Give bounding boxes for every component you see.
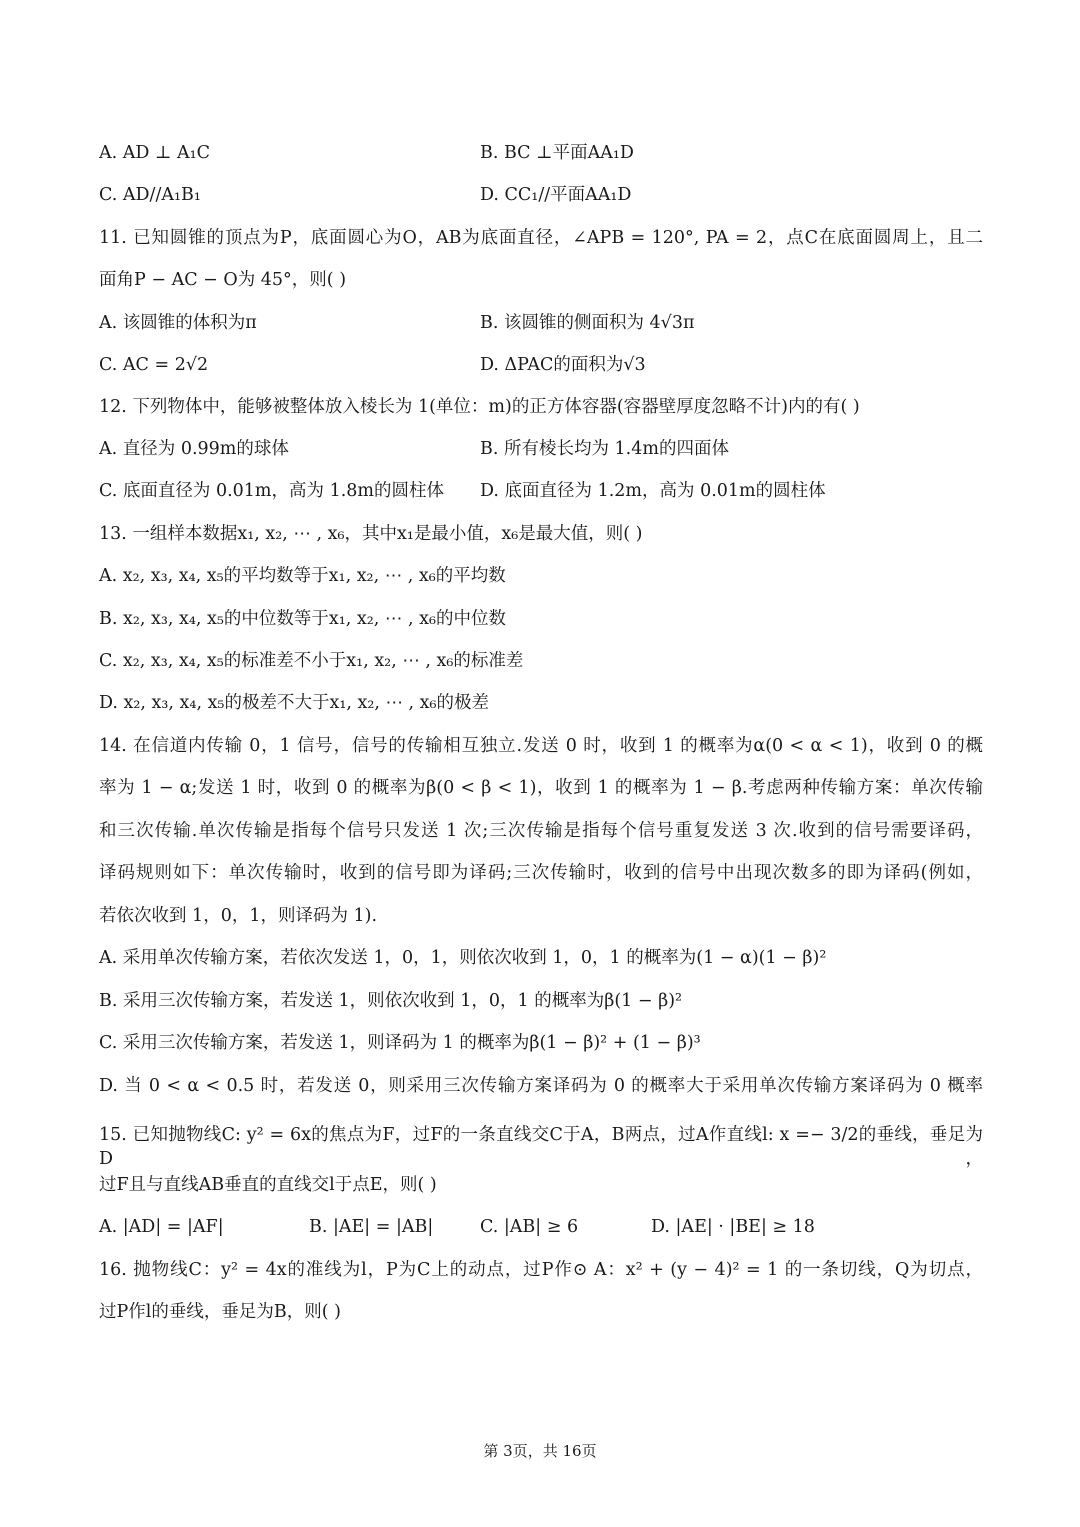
q15-option-b: B. |AE| = |AB| <box>309 1217 434 1237</box>
q11-option-d: D. ΔPAC的面积为√3 <box>480 355 646 375</box>
page-number-footer: 第 3页，共 16页 <box>483 1442 597 1460</box>
q14-stem-line-4: 译码规则如下：单次传输时，收到的信号即为译码;三次传输时，收到的信号中出现次数多的即为译码(例如， <box>99 863 983 883</box>
q11-stem-line-1: 11. 已知圆锥的顶点为P，底面圆心为O，AB为底面直径，∠APB = 120°, PA = 2，点C在底面圆周上，且二 <box>99 228 983 248</box>
q15-option-d: D. |AE| · |BE| ≥ 18 <box>651 1217 815 1237</box>
q12-option-a: A. 直径为 0.99m的球体 <box>99 439 289 459</box>
q14-option-d: D. 当 0 < α < 0.5 时，若发送 0，则采用三次传输方案译码为 0 的概率大于采用单次传输方案译码为 0 概率 <box>99 1076 983 1096</box>
q10-option-b: B. BC ⊥平面AA₁D <box>480 143 634 163</box>
q14-option-b: B. 采用三次传输方案，若发送 1，则依次收到 1，0，1 的概率为β(1 − β)² <box>99 991 683 1011</box>
q12-option-c: C. 底面直径为 0.01m，高为 1.8m的圆柱体 <box>99 481 445 501</box>
q12-option-b: B. 所有棱长均为 1.4m的四面体 <box>480 439 729 459</box>
q11-option-c: C. AC = 2√2 <box>99 355 209 375</box>
q15-option-c: C. |AB| ≥ 6 <box>480 1217 579 1237</box>
q16-stem-line-2: 过P作l的垂线，垂足为B，则( ) <box>99 1302 341 1322</box>
q14-stem-line-3: 和三次传输.单次传输是指每个信号只发送 1 次;三次传输是指每个信号重复发送 3 次.收到的信号需要译码， <box>99 821 983 841</box>
q10-option-a: A. AD ⊥ A₁C <box>99 143 211 163</box>
q14-option-a: A. 采用单次传输方案，若依次发送 1，0，1，则依次收到 1，0，1 的概率为(1 − α)(1 − β)² <box>99 948 827 968</box>
q11-option-a: A. 该圆锥的体积为π <box>99 313 257 333</box>
q11-stem-line-2: 面角P − AC − O为 45°，则( ) <box>99 270 347 290</box>
q16-stem-line-1: 16. 抛物线C：y² = 4x的准线为l，P为C上的动点，过P作⊙ A：x² + (y − 4)² = 1 的一条切线，Q为切点， <box>99 1260 983 1280</box>
q15-stem-line-2: 过F且与直线AB垂直的直线交l于点E，则( ) <box>99 1175 437 1195</box>
q15-option-a: A. |AD| = |AF| <box>99 1217 224 1237</box>
q11-option-b: B. 该圆锥的侧面积为 4√3π <box>480 313 695 333</box>
q10-option-d: D. CC₁//平面AA₁D <box>480 185 632 205</box>
q13-option-c: C. x₂, x₃, x₄, x₅的标准差不小于x₁, x₂, ⋯ , x₆的标准差 <box>99 651 524 671</box>
q10-option-c: C. AD//A₁B₁ <box>99 185 201 205</box>
q14-stem-line-1: 14. 在信道内传输 0，1 信号，信号的传输相互独立.发送 0 时，收到 1 的概率为α(0 < α < 1)，收到 0 的概 <box>99 736 983 756</box>
q13-option-d: D. x₂, x₃, x₄, x₅的极差不大于x₁, x₂, ⋯ , x₆的极差 <box>99 693 490 713</box>
q15-stem-line-1: 15. 已知抛物线C: y² = 6x的焦点为F，过F的一条直线交C于A，B两点，过A作直线l: x =− 3/2的垂线，垂足为D， <box>99 1125 983 1169</box>
q14-option-c: C. 采用三次传输方案，若发送 1，则译码为 1 的概率为β(1 − β)² + (1 − β)³ <box>99 1033 701 1053</box>
q12-stem: 12. 下列物体中，能够被整体放入棱长为 1(单位：m)的正方体容器(容器壁厚度忽略不计)内的有( ) <box>99 397 860 417</box>
q14-stem-line-5: 若依次收到 1，0，1，则译码为 1). <box>99 906 378 926</box>
q14-stem-line-2: 率为 1 − α;发送 1 时，收到 0 的概率为β(0 < β < 1)，收到 1 的概率为 1 − β.考虑两种传输方案：单次传输 <box>99 778 983 798</box>
q12-option-d: D. 底面直径为 1.2m，高为 0.01m的圆柱体 <box>480 481 826 501</box>
q13-option-b: B. x₂, x₃, x₄, x₅的中位数等于x₁, x₂, ⋯ , x₆的中位数 <box>99 609 506 629</box>
q13-stem: 13. 一组样本数据x₁, x₂, ⋯ , x₆，其中x₁是最小值，x₆是最大值，则( ) <box>99 524 643 544</box>
q13-option-a: A. x₂, x₃, x₄, x₅的平均数等于x₁, x₂, ⋯ , x₆的平均数 <box>99 566 506 586</box>
